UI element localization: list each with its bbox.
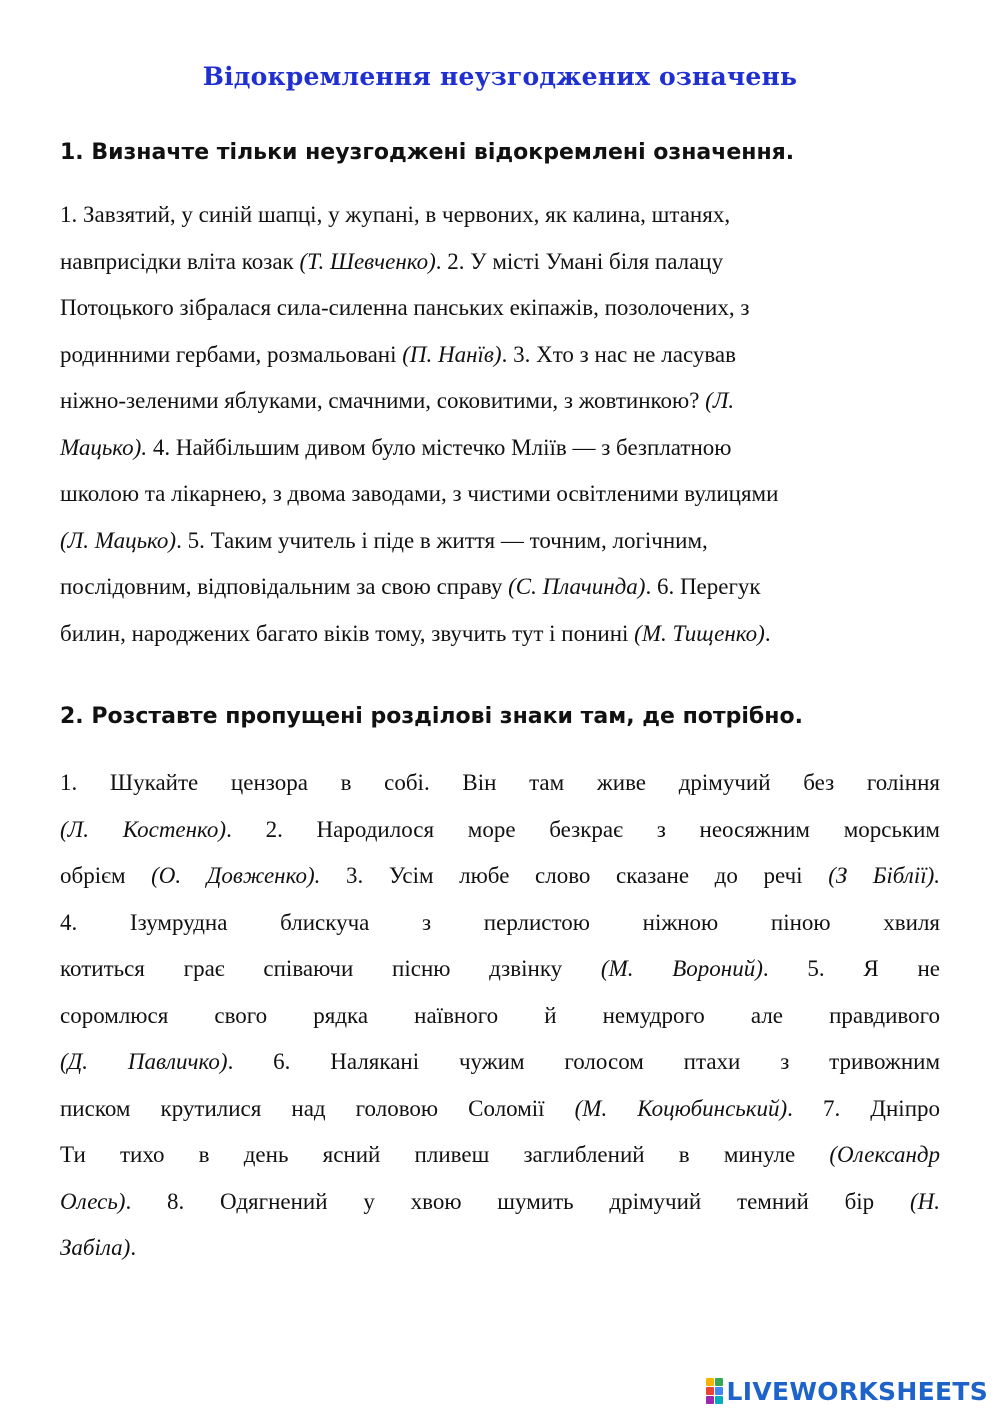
- sentence-text: 1. Завзятий, у синій шапці, у жупані, в червоних, як калина, штанях,: [60, 202, 731, 227]
- text-line: [60, 760, 940, 807]
- sentence-text: . 5. Таким учитель і піде в життя — точним, логічним,: [176, 527, 708, 553]
- text-line: [60, 1039, 940, 1086]
- sentence-text: обрієм: [60, 863, 152, 888]
- logo-text: LIVEWORKSHEETS: [726, 1376, 988, 1406]
- sentence-text: .: [764, 620, 771, 646]
- source-citation: (О. Довженко).: [151, 863, 321, 888]
- liveworksheets-logo: [706, 1376, 988, 1406]
- text-line: [60, 993, 940, 1040]
- task-1-text: [60, 192, 940, 657]
- sentence-text: 4. Ізумрудна блискуча з перлистою ніжною піною хвиля: [60, 909, 940, 935]
- text-line: [60, 946, 940, 993]
- text-line: [60, 1132, 940, 1179]
- task-1-heading: 1. Визначте тільки неузгоджені відокремлені означення.: [60, 140, 795, 165]
- sentence-text: котиться грає співаючи пісню дзвінку: [60, 956, 601, 981]
- text-line: [60, 1225, 940, 1272]
- sentence-text: родинними гербами, розмальовані: [60, 341, 403, 367]
- source-citation: (Д. Павличко): [60, 1049, 228, 1074]
- text-line: [60, 192, 940, 239]
- source-citation: (Т. Шевченко): [299, 248, 436, 274]
- text-line: [60, 807, 940, 854]
- sentence-text: 1. Шукайте цензора в собі. Він там живе дрімучий без гоління: [60, 770, 940, 795]
- text-line: [60, 1086, 940, 1133]
- source-citation: (П. Нанїв): [402, 341, 502, 367]
- text-line: [60, 425, 940, 472]
- sentence-text: . 2. Народилося море безкрає з неосяжним морським: [226, 816, 940, 842]
- sentence-text: 4. Найбільшим дивом було містечко Мліїв — з безплатною: [147, 434, 732, 460]
- text-line: [60, 332, 940, 379]
- text-line: [60, 853, 940, 900]
- sentence-text: ніжно-зеленими яблуками, смачними, соковитими, з жовтинкою?: [60, 388, 706, 413]
- sentence-text: билин, народжених багато віків тому, звучить тут і понині: [60, 620, 635, 646]
- sentence-text: Потоцького зібралася сила-силенна панських екіпажів, позолочених, з: [60, 295, 750, 320]
- sentence-text: писком крутилися над головою Соломії: [60, 1095, 575, 1121]
- source-citation: (З Біблії).: [828, 863, 940, 888]
- sentence-text: Ти тихо в день ясний пливеш заглиблений в минуле: [60, 1142, 830, 1167]
- source-citation: Забіла): [60, 1235, 131, 1260]
- sentence-text: школою та лікарнею, з двома заводами, з чистими освітленими вулицями: [60, 481, 779, 506]
- source-citation: (М. Коцюбинський): [574, 1095, 788, 1121]
- logo-blocks-icon: [706, 1378, 723, 1404]
- page-title: Відокремлення неузгоджених означень: [202, 62, 798, 91]
- sentence-text: . 6. Перегук: [645, 574, 761, 599]
- source-citation: Олесь): [60, 1188, 126, 1214]
- sentence-text: . 6. Налякані чужим голосом птахи з тривожним: [227, 1049, 940, 1074]
- sentence-text: 3. Усім любе слово сказане до речі: [320, 863, 829, 888]
- source-citation: (Л. Мацько): [60, 527, 177, 553]
- text-line: [60, 611, 940, 658]
- source-citation: (М. Вороний): [600, 956, 763, 981]
- sentence-text: . 3. Хто з нас не ласував: [501, 341, 736, 367]
- source-citation: (Л. Костенко): [60, 816, 227, 842]
- sentence-text: послідовним, відповідальним за свою справу: [60, 574, 509, 599]
- source-citation: (Л.: [705, 388, 735, 413]
- text-line: [60, 471, 940, 518]
- sentence-text: . 2. У місті Умані біля палацу: [435, 248, 724, 274]
- sentence-text: .: [130, 1235, 137, 1260]
- sentence-text: . 8. Одягнений у хвою шумить дрімучий темний бір: [125, 1188, 910, 1214]
- text-line: [60, 518, 940, 565]
- text-line: [60, 285, 940, 332]
- text-line: [60, 564, 940, 611]
- source-citation: (Олександр: [829, 1142, 940, 1167]
- source-citation: (М. Тищенко): [634, 620, 765, 646]
- text-line: [60, 1179, 940, 1226]
- text-line: [60, 378, 940, 425]
- sentence-text: соромлюся свого рядка наївного й немудрого але правдивого: [60, 1002, 940, 1028]
- task-2-heading: 2. Розставте пропущені розділові знаки там, де потрібно.: [60, 704, 803, 729]
- task-2-text: [60, 760, 940, 1272]
- sentence-text: . 5. Я не: [762, 956, 940, 981]
- source-citation: (С. Плачинда): [508, 574, 646, 599]
- text-line: [60, 900, 940, 947]
- text-line: [60, 239, 940, 286]
- sentence-text: навприсідки вліта козак: [60, 248, 300, 274]
- source-citation: (Н.: [909, 1188, 940, 1214]
- sentence-text: . 7. Дніпро: [787, 1095, 940, 1121]
- source-citation: Мацько).: [60, 434, 148, 460]
